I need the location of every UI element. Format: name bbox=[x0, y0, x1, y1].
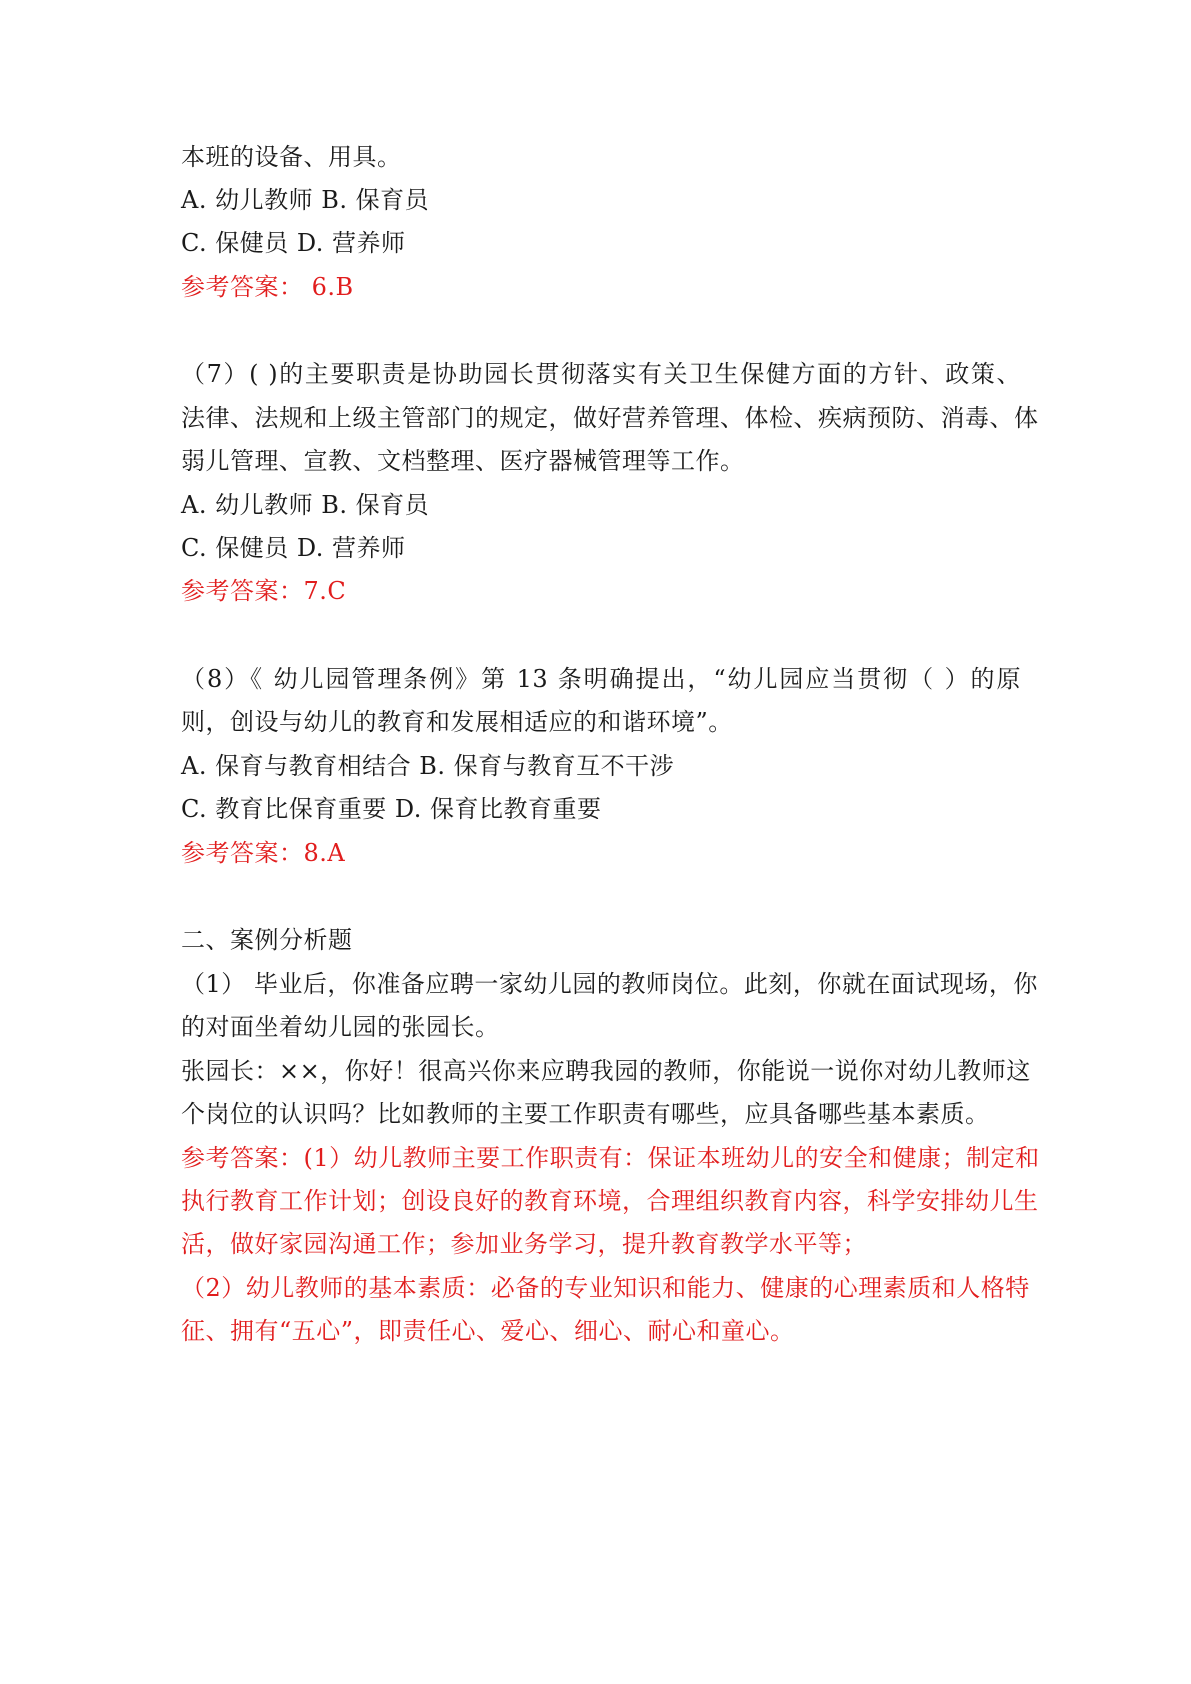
question-7-answer: 参考答案：7.C bbox=[181, 577, 347, 605]
question-7-stem-line-3: 弱儿管理、宣教、文档整理、医疗器械管理等工作。 bbox=[181, 447, 745, 475]
question-8-options-ab: A. 保育与教育相结合 B. 保育与教育互不干涉 bbox=[181, 752, 675, 780]
question-7-stem-line-2: 法律、法规和上级主管部门的规定，做好营养管理、体检、疾病预防、消毒、体 bbox=[181, 404, 1039, 432]
case-1-answer-line-2: 执行教育工作计划；创设良好的教育环境，合理组织教育内容，科学安排幼儿生 bbox=[181, 1187, 1039, 1215]
question-7-stem-line-1: （7）( )的主要职责是协助园长贯彻落实有关卫生保健方面的方针、政策、 bbox=[181, 360, 1021, 388]
question-6-answer: 参考答案： 6.B bbox=[181, 273, 354, 301]
question-6-options-cd: C. 保健员 D. 营养师 bbox=[181, 229, 406, 257]
question-8-stem-line-2: 则，创设与幼儿的教育和发展相适应的和谐环境”。 bbox=[181, 708, 733, 736]
question-8-stem-line-1: （8）《 幼儿园管理条例》第 13 条明确提出，“幼儿园应当贯彻（ ）的原 bbox=[181, 665, 1021, 693]
case-1-answer-line-3: 活，做好家园沟通工作；参加业务学习，提升教育教学水平等； bbox=[181, 1230, 867, 1258]
case-1-line-2: 的对面坐着幼儿园的张园长。 bbox=[181, 1013, 500, 1041]
case-1-line-4: 个岗位的认识吗？比如教师的主要工作职责有哪些，应具备哪些基本素质。 bbox=[181, 1100, 990, 1128]
case-1-answer-line-1: 参考答案：(1）幼儿教师主要工作职责有：保证本班幼儿的安全和健康；制定和 bbox=[181, 1144, 1040, 1172]
case-1-line-1: （1） 毕业后，你准备应聘一家幼儿园的教师岗位。此刻，你就在面试现场，你 bbox=[181, 970, 1038, 998]
question-8-answer: 参考答案：8.A bbox=[181, 839, 346, 867]
section-2-title: 二、案例分析题 bbox=[181, 926, 353, 954]
question-6-options-ab: A. 幼儿教师 B. 保育员 bbox=[181, 186, 430, 214]
question-7-options-ab: A. 幼儿教师 B. 保育员 bbox=[181, 491, 430, 519]
question-7-options-cd: C. 保健员 D. 营养师 bbox=[181, 534, 406, 562]
case-1-answer-line-4: （2）幼儿教师的基本素质：必备的专业知识和能力、健康的心理素质和人格特 bbox=[181, 1274, 1030, 1302]
case-1-line-3: 张园长：××，你好！很高兴你来应聘我园的教师，你能说一说你对幼儿教师这 bbox=[181, 1057, 1031, 1085]
question-6-stem-tail: 本班的设备、用具。 bbox=[181, 143, 402, 171]
case-1-answer-line-5: 征、拥有“五心”，即责任心、爱心、细心、耐心和童心。 bbox=[181, 1317, 795, 1345]
question-8-options-cd: C. 教育比保育重要 D. 保育比教育重要 bbox=[181, 795, 602, 823]
